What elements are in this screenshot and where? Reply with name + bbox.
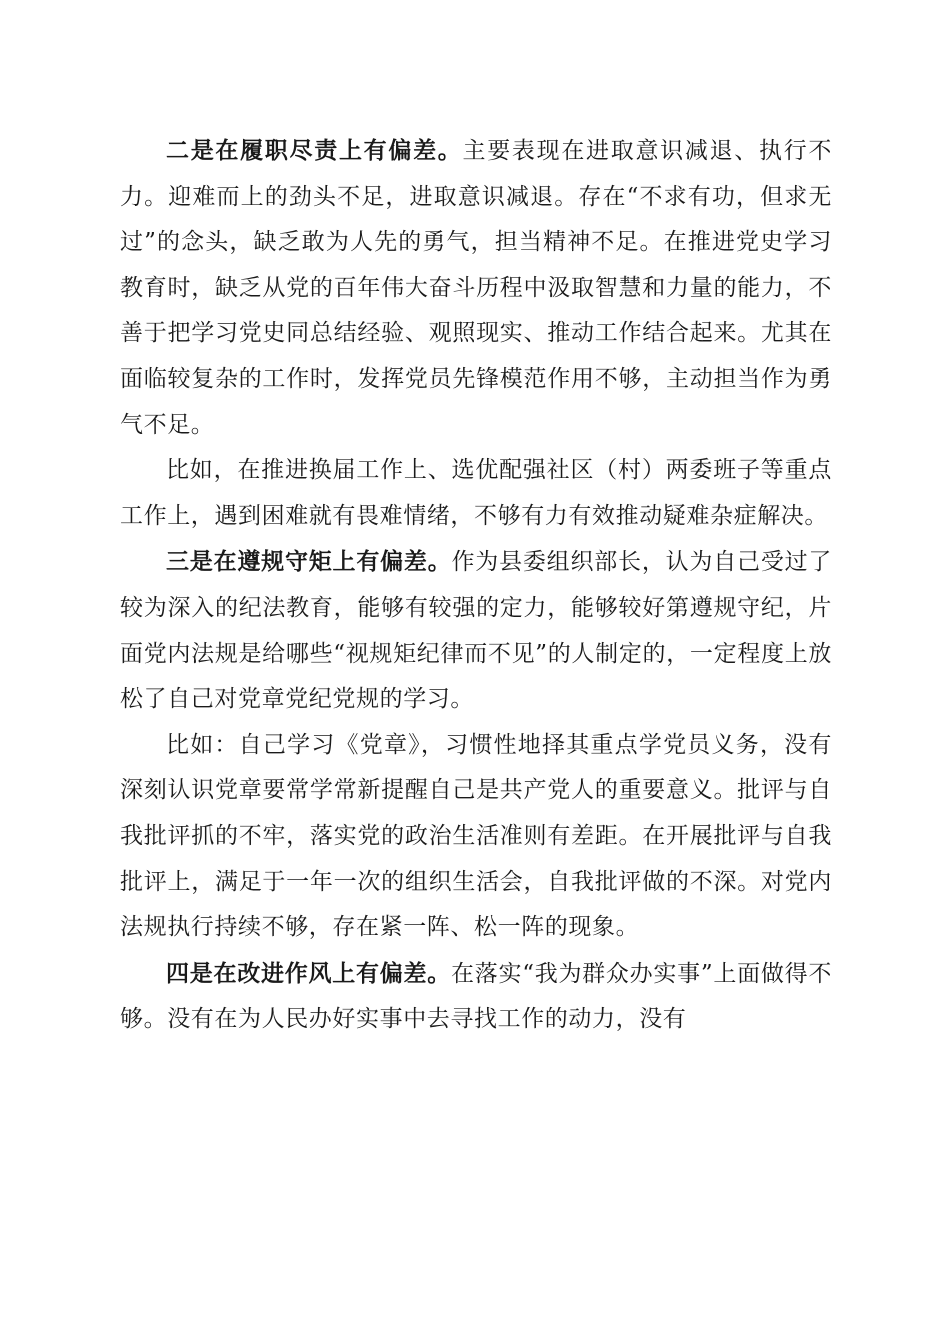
document-body [120,128,832,1043]
paragraph-duty [120,128,832,448]
paragraph-heading: 二是在履职尽责上有偏差。 [166,137,463,164]
paragraph-text: 比如，在推进换届工作上、选优配强社区（村）两委班子等重点工作上，遇到困难就有畏难情绪，不够有力有效推动疑难杂症解决。 [120,457,832,529]
paragraph-style [120,951,832,1043]
paragraph-duty-example [120,448,832,539]
paragraph-heading: 三是在遵规守矩上有偏差。 [166,548,452,576]
paragraph-text: 比如：自己学习《党章》，习惯性地择其重点学党员义务，没有深刻认识党章要常学常新提醒自己是共产党人的重要意义。批评与自我批评抓的不牢，落实党的政治生活准则有差距。在开展批评与自我批评上，满足于一年一次的组织生活会，自我批评做的不深。对党内法规执行持续不够，存在紧一阵、松一阵的现象。 [120,731,832,941]
paragraph-text: 主要表现在进取意识减退、执行不力。迎难而上的劲头不足，进取意识减退。存在“不求有功，但求无过”的念头，缺乏敢为人先的勇气，担当精神不足。在推进党史学习教育时，缺乏从党的百年伟大奋斗历程中汲取智慧和力量的能力，不善于把学习党史同总结经验、观照现实、推动工作结合起来。尤其在面临较复杂的工作时，发挥党员先锋模范作用不够，主动担当作为勇气不足。 [120,138,833,438]
paragraph-rules-example [120,723,832,951]
paragraph-rules [120,539,832,722]
paragraph-text: 在落实“我为群众办实事”上面做得不够。没有在为人民办好实事中去寻找工作的动力，没有 [120,960,832,1033]
paragraph-heading: 四是在改进作风上有偏差。 [166,959,451,987]
paragraph-text: 作为县委组织部长，认为自己受过了较为深入的纪法教育，能够有较强的定力，能够较好第遵规守纪，片面党内法规是给哪些“视规矩纪律而不见”的人制定的，一定程度上放松了自己对党章党纪党规的学习。 [120,549,832,713]
